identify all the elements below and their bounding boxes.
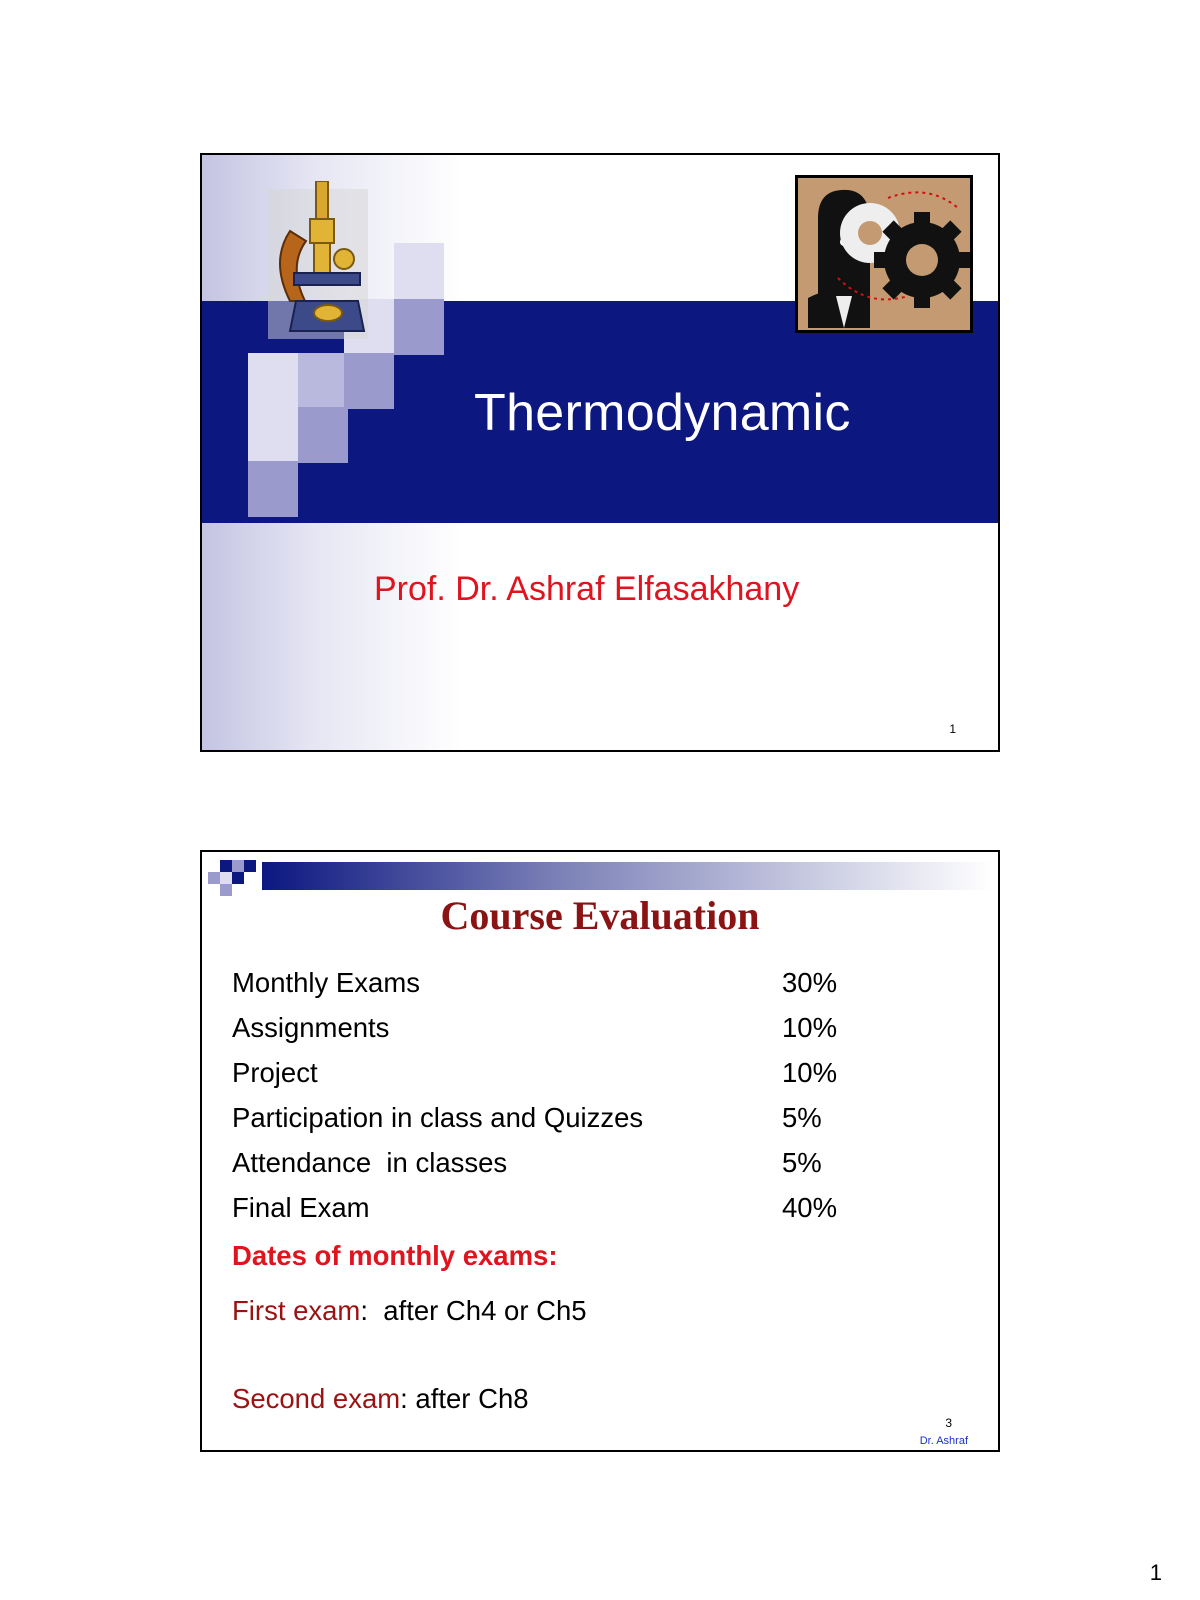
deco-square: [248, 407, 298, 463]
deco-square: [248, 353, 298, 409]
author-name: Prof. Dr. Ashraf Elfasakhany: [374, 570, 800, 608]
evaluation-list: [232, 960, 972, 1230]
list-item: [232, 1095, 972, 1140]
deco-square: [394, 243, 444, 299]
item-value: 40%: [782, 1192, 838, 1223]
item-label: Final Exam: [232, 1192, 370, 1223]
deco-square: [248, 461, 298, 517]
item-value: 30%: [782, 967, 838, 998]
item-value: 10%: [782, 1012, 838, 1043]
item-value: 5%: [782, 1102, 822, 1133]
gears-head-illustration: [795, 175, 973, 333]
item-label: Assignments: [232, 1012, 390, 1043]
slide-page-number: 3: [945, 1416, 952, 1430]
list-item: [232, 1005, 972, 1050]
exam-label: First exam: [232, 1295, 361, 1326]
exam-text: : after Ch8: [400, 1383, 529, 1414]
item-label: Attendance in classes: [232, 1147, 508, 1178]
deco-square: [344, 353, 394, 409]
list-item: [232, 960, 972, 1005]
item-value: 5%: [782, 1147, 822, 1178]
header-gradient-bar: [262, 862, 992, 890]
item-label: Participation in class and Quizzes: [232, 1102, 644, 1133]
list-item: [232, 1050, 972, 1095]
deco-square: [202, 353, 252, 409]
dates-heading: Dates of monthly exams:: [232, 1240, 558, 1271]
course-evaluation-slide: [200, 850, 1000, 1452]
slide-footer: Dr. Ashraf: [919, 1435, 968, 1447]
list-item: [232, 1185, 972, 1230]
slide-page-number: 1: [949, 722, 956, 736]
microscope-icon: [260, 181, 378, 341]
page-number: 1: [1149, 1560, 1162, 1585]
item-value: 10%: [782, 1057, 838, 1088]
deco-square: [298, 407, 348, 463]
title-slide: [200, 153, 1000, 752]
deco-square: [394, 299, 444, 355]
item-label: Monthly Exams: [232, 967, 420, 998]
slide-title: Course Evaluation: [440, 893, 760, 938]
slide-title: Thermodynamic: [474, 384, 851, 442]
exam-label: Second exam: [232, 1383, 401, 1414]
list-item: [232, 1140, 972, 1185]
exam-text: : after Ch4 or Ch5: [360, 1295, 587, 1326]
deco-square: [298, 353, 348, 409]
first-exam-line: [232, 1295, 587, 1327]
second-exam-line: [232, 1383, 529, 1415]
item-label: Project: [232, 1057, 318, 1088]
